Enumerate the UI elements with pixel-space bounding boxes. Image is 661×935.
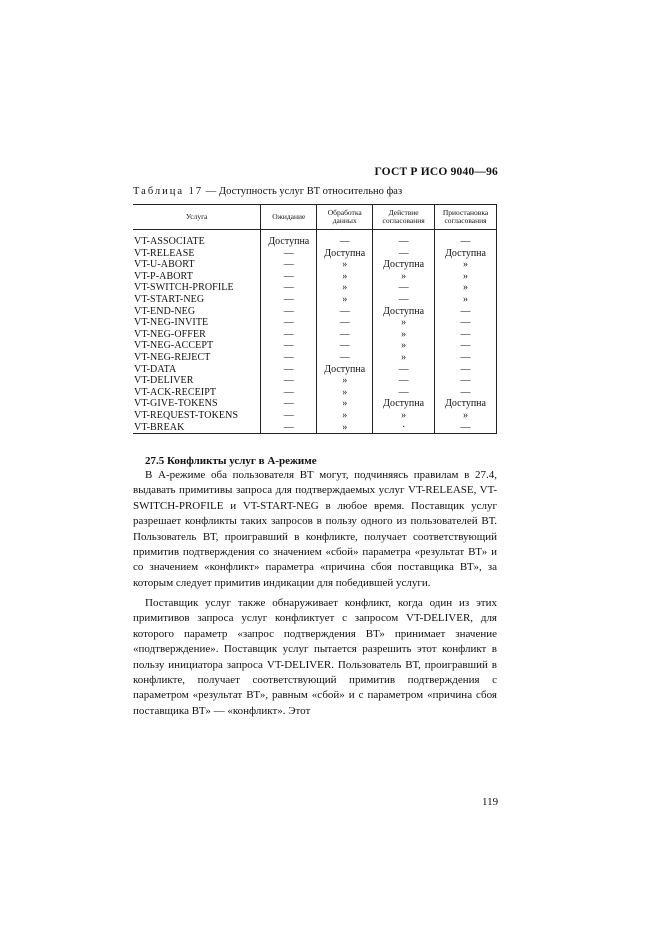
table-row bbox=[133, 329, 497, 341]
table-row bbox=[133, 422, 497, 434]
availability-cell: » bbox=[317, 375, 373, 387]
table-row bbox=[133, 352, 497, 364]
section-heading bbox=[145, 455, 317, 467]
availability-cell: Доступна bbox=[373, 306, 435, 318]
availability-cell: — bbox=[261, 248, 317, 260]
availability-cell: — bbox=[261, 375, 317, 387]
availability-cell: » bbox=[317, 271, 373, 283]
availability-cell: » bbox=[317, 294, 373, 306]
service-name-cell: VT-U-ABORT bbox=[133, 259, 261, 271]
availability-cell: Доступна bbox=[435, 248, 497, 260]
service-name-cell: VT-ACK-RECEIPT bbox=[133, 387, 261, 399]
table-header-row bbox=[133, 205, 497, 230]
table-body bbox=[133, 230, 497, 434]
table-row bbox=[133, 364, 497, 376]
service-name-cell: VT-ASSOCIATE bbox=[133, 230, 261, 248]
availability-cell: — bbox=[317, 329, 373, 341]
table-caption-label: Таблица 17 bbox=[133, 186, 204, 197]
table-row bbox=[133, 398, 497, 410]
availability-cell: — bbox=[435, 364, 497, 376]
availability-cell: — bbox=[317, 306, 373, 318]
availability-cell: » bbox=[317, 387, 373, 399]
column-header: Ожидание bbox=[261, 205, 317, 230]
paragraph: Поставщик услуг также обнаруживает конфликт, когда один из этих примитивов запроса услуг конфликтует с запросом VT-DELIVER, для которого параметр «запрос подтверждения ВТ» принимает значение «подтверждение». Поставщик услуг пытается разрешить этот конфликт в пользу инициатора запроса VT-DELIVER. Пользователь ВТ, проигравший в конфликте, получает соответствующий примитив подтверждения с параметром «результат ВТ», равным «сбой» и с параметром «причина сбоя поставщика ВТ» — «конфликт». Этот bbox=[133, 597, 497, 717]
service-name-cell: VT-GIVE-TOKENS bbox=[133, 398, 261, 410]
availability-cell: — bbox=[373, 294, 435, 306]
column-header: Услуга bbox=[133, 205, 261, 230]
availability-cell: Доступна bbox=[317, 364, 373, 376]
table-row bbox=[133, 340, 497, 352]
availability-cell: » bbox=[317, 282, 373, 294]
page-number: 119 bbox=[482, 796, 499, 808]
table-caption-text: — Доступность услуг ВТ относительно фаз bbox=[203, 186, 403, 197]
availability-cell: — bbox=[373, 364, 435, 376]
table-row bbox=[133, 317, 497, 329]
availability-cell: Доступна bbox=[317, 248, 373, 260]
availability-cell: — bbox=[373, 282, 435, 294]
availability-cell: — bbox=[435, 340, 497, 352]
service-name-cell: VT-BREAK bbox=[133, 422, 261, 434]
service-name-cell: VT-NEG-INVITE bbox=[133, 317, 261, 329]
service-name-cell: VT-DATA bbox=[133, 364, 261, 376]
paragraph: В А-режиме оба пользователя ВТ могут, подчиняясь правилам в 27.4, выдавать примитивы запроса для подтверждаемых услуг VT-RELEASE, VT-SWITCH-PROFILE и VT-START-NEG в любое время. Поставщик услуг разрешает конфликты таких запросов в пользу одного из пользователей ВТ. Пользователь ВТ, проигравший в конфликте, получает соответствующий примитив подтверждения со значением «сбой» параметра «результат ВТ» и со значением «конфликт» параметра «причина сбоя поставщика ВТ», за которым следует примитив индикации для победившей услуги. bbox=[133, 469, 497, 589]
availability-cell: Доступна bbox=[373, 398, 435, 410]
service-name-cell: VT-NEG-OFFER bbox=[133, 329, 261, 341]
table-row bbox=[133, 271, 497, 283]
availability-cell: — bbox=[261, 352, 317, 364]
availability-cell: — bbox=[373, 248, 435, 260]
availability-cell: — bbox=[317, 352, 373, 364]
availability-cell: — bbox=[261, 306, 317, 318]
table-row bbox=[133, 230, 497, 248]
column-header: Обработка данных bbox=[317, 205, 373, 230]
availability-cell: » bbox=[435, 259, 497, 271]
availability-cell: — bbox=[261, 317, 317, 329]
availability-cell: — bbox=[261, 329, 317, 341]
availability-cell: — bbox=[261, 294, 317, 306]
table-caption bbox=[133, 186, 402, 197]
availability-cell: — bbox=[261, 410, 317, 422]
service-name-cell: VT-DELIVER bbox=[133, 375, 261, 387]
paragraph-2-block bbox=[133, 596, 497, 719]
section-number: 27.5 bbox=[145, 455, 165, 467]
availability-cell: » bbox=[435, 294, 497, 306]
service-name-cell: VT-RELEASE bbox=[133, 248, 261, 260]
table-row bbox=[133, 248, 497, 260]
availability-cell: — bbox=[317, 340, 373, 352]
availability-cell: · bbox=[373, 422, 435, 434]
availability-cell: — bbox=[261, 282, 317, 294]
availability-cell: — bbox=[261, 364, 317, 376]
availability-cell: » bbox=[373, 317, 435, 329]
availability-cell: » bbox=[435, 410, 497, 422]
availability-cell: — bbox=[435, 352, 497, 364]
table-row bbox=[133, 282, 497, 294]
availability-cell: — bbox=[261, 259, 317, 271]
availability-cell: — bbox=[435, 422, 497, 434]
availability-cell: — bbox=[261, 340, 317, 352]
availability-cell: » bbox=[373, 352, 435, 364]
availability-cell: — bbox=[435, 329, 497, 341]
availability-cell: — bbox=[261, 422, 317, 434]
service-name-cell: VT-NEG-REJECT bbox=[133, 352, 261, 364]
service-name-cell: VT-P-ABORT bbox=[133, 271, 261, 283]
availability-cell: — bbox=[435, 306, 497, 318]
availability-cell: » bbox=[373, 410, 435, 422]
availability-cell: — bbox=[373, 387, 435, 399]
availability-cell: Доступна bbox=[373, 259, 435, 271]
availability-cell: » bbox=[317, 259, 373, 271]
availability-cell: — bbox=[435, 375, 497, 387]
service-name-cell: VT-END-NEG bbox=[133, 306, 261, 318]
availability-cell: — bbox=[435, 387, 497, 399]
availability-cell: » bbox=[373, 271, 435, 283]
availability-cell: Доступна bbox=[261, 230, 317, 248]
table-row bbox=[133, 259, 497, 271]
column-header: Действие согласования bbox=[373, 205, 435, 230]
service-name-cell: VT-SWITCH-PROFILE bbox=[133, 282, 261, 294]
availability-cell: Доступна bbox=[435, 398, 497, 410]
service-name-cell: VT-START-NEG bbox=[133, 294, 261, 306]
service-name-cell: VT-REQUEST-TOKENS bbox=[133, 410, 261, 422]
availability-cell: — bbox=[261, 398, 317, 410]
availability-cell: — bbox=[373, 230, 435, 248]
service-name-cell: VT-NEG-ACCEPT bbox=[133, 340, 261, 352]
table-row bbox=[133, 410, 497, 422]
service-availability-table bbox=[133, 204, 497, 434]
availability-cell: — bbox=[317, 230, 373, 248]
availability-cell: » bbox=[435, 271, 497, 283]
availability-cell: — bbox=[435, 317, 497, 329]
availability-cell: — bbox=[317, 317, 373, 329]
availability-cell: » bbox=[435, 282, 497, 294]
column-header: Приостановка согласования bbox=[435, 205, 497, 230]
availability-cell: » bbox=[317, 410, 373, 422]
paragraph-1-block bbox=[133, 468, 497, 591]
table-row bbox=[133, 375, 497, 387]
table-row bbox=[133, 294, 497, 306]
table-row bbox=[133, 387, 497, 399]
availability-cell: — bbox=[261, 271, 317, 283]
section-title: Конфликты услуг в А-режиме bbox=[167, 455, 317, 467]
document-header: ГОСТ Р ИСО 9040—96 bbox=[374, 166, 498, 178]
availability-cell: — bbox=[261, 387, 317, 399]
availability-cell: » bbox=[317, 422, 373, 434]
availability-cell: » bbox=[317, 398, 373, 410]
availability-cell: » bbox=[373, 340, 435, 352]
availability-cell: » bbox=[373, 329, 435, 341]
availability-cell: — bbox=[435, 230, 497, 248]
table-row bbox=[133, 306, 497, 318]
availability-cell: — bbox=[373, 375, 435, 387]
